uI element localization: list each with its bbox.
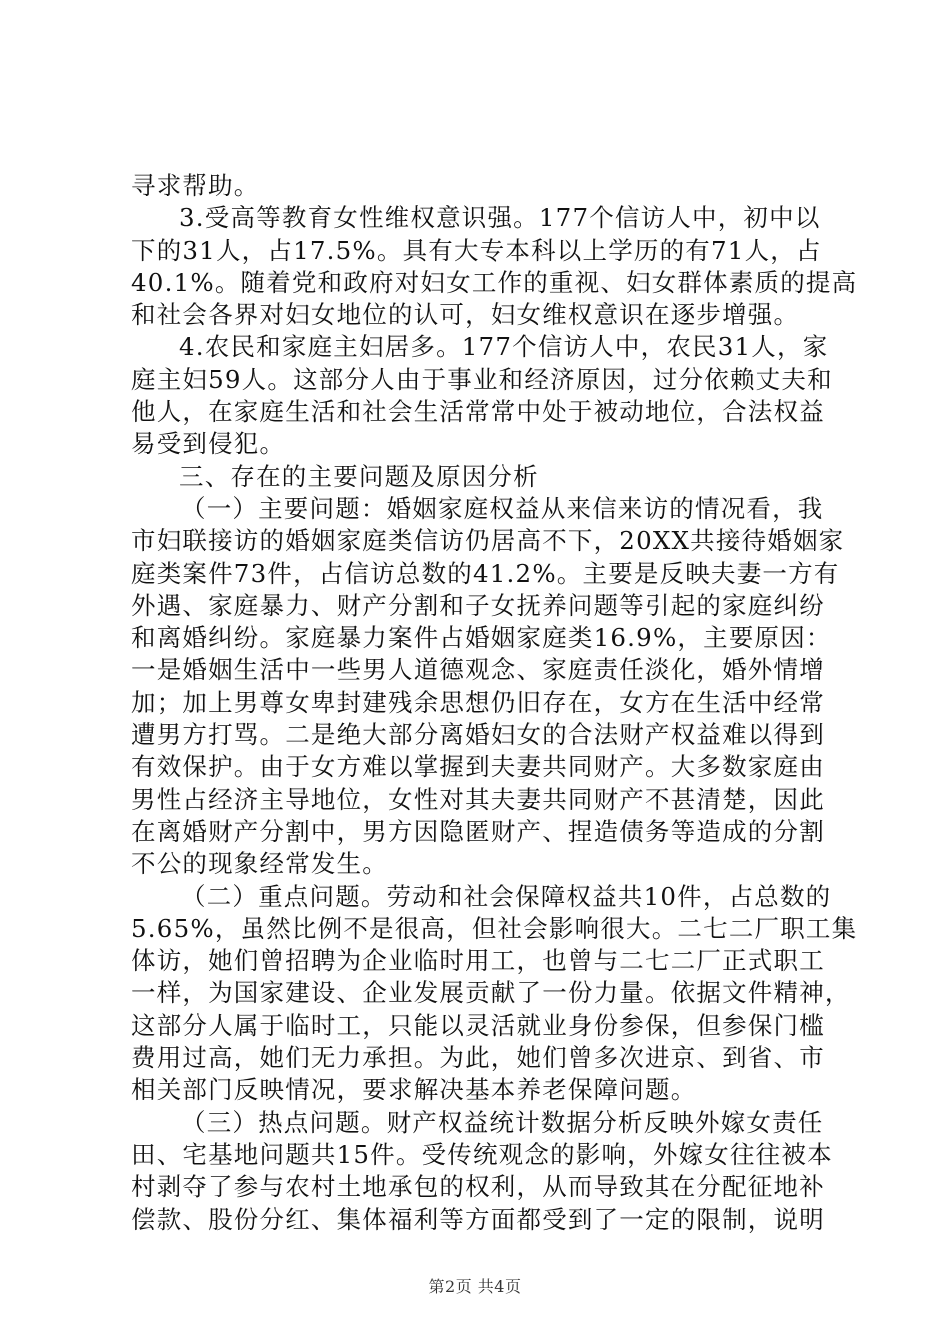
body-line: 加；加上男尊女卑封建残余思想仍旧存在，女方在生活中经常 [131, 687, 825, 717]
body-line: （二）重点问题。劳动和社会保障权益共10件，占总数的 [181, 881, 832, 911]
body-line: 村剥夺了参与农村土地承包的权利，从而导致其在分配征地补 [131, 1172, 825, 1202]
body-line: 有效保护。由于女方难以掌握到夫妻共同财产。大多数家庭由 [131, 752, 825, 782]
page-number-footer: 第2页 共4页 [428, 1277, 522, 1296]
body-line: 庭类案件73件，占信访总数的41.2%。主要是反映夫妻一方有 [131, 558, 840, 588]
body-line: 一样，为国家建设、企业发展贡献了一份力量。依据文件精神， [131, 978, 851, 1008]
body-line: 和社会各界对妇女地位的认可，妇女维权意识在逐步增强。 [131, 300, 800, 330]
body-line: 3.受高等教育女性维权意识强。177个信访人中，初中以 [179, 203, 821, 233]
body-line: 4.农民和家庭主妇居多。177个信访人中，农民31人，家 [179, 332, 829, 362]
body-line: 和离婚纠纷。家庭暴力案件占婚姻家庭类16.9%，主要原因： [131, 623, 832, 653]
body-line: 一是婚姻生活中一些男人道德观念、家庭责任淡化，婚外情增 [131, 655, 825, 685]
body-line: 遭男方打骂。二是绝大部分离婚妇女的合法财产权益难以得到 [131, 720, 825, 750]
document-body [131, 170, 858, 1236]
body-line: 寻求帮助。 [131, 171, 260, 200]
body-line: 相关部门反映情况，要求解决基本养老保障问题。 [131, 1075, 697, 1105]
body-line: 田、宅基地问题共15件。受传统观念的影响，外嫁女往往被本 [131, 1139, 833, 1169]
body-line: 易受到侵犯。 [131, 429, 286, 459]
body-line: （三）热点问题。财产权益统计数据分析反映外嫁女责任 [181, 1107, 824, 1137]
body-line: 下的31人，占17.5%。具有大专本科以上学历的有71人，占 [131, 235, 822, 265]
body-line: 庭主妇59人。这部分人由于事业和经济原因，过分依赖丈夫和 [131, 364, 833, 394]
body-line: 男性占经济主导地位，女性对其夫妻共同财产不甚清楚，因此 [131, 784, 825, 814]
body-line: 这部分人属于临时工，只能以灵活就业身份参保，但参保门槛 [131, 1010, 825, 1040]
body-line: 5.65%，虽然比例不是很高，但社会影响很大。二七二厂职工集 [131, 913, 858, 943]
body-line: 外遇、家庭暴力、财产分割和子女抚养问题等引起的家庭纠纷 [131, 590, 825, 620]
body-line: 不公的现象经常发生。 [131, 849, 388, 879]
body-line: 他人，在家庭生活和社会生活常常中处于被动地位，合法权益 [131, 397, 825, 427]
section-heading: 三、存在的主要问题及原因分析 [179, 461, 539, 491]
body-line: 40.1%。随着党和政府对妇女工作的重视、妇女群体素质的提高 [131, 267, 858, 297]
body-line: （一）主要问题：婚姻家庭权益从来信来访的情况看，我 [181, 493, 824, 523]
body-line: 费用过高，她们无力承担。为此，她们曾多次进京、到省、市 [131, 1043, 825, 1073]
body-line: 市妇联接访的婚姻家庭类信访仍居高不下，20XX共接待婚姻家 [131, 526, 845, 556]
body-line: 体访，她们曾招聘为企业临时用工，也曾与二七二厂正式职工 [131, 946, 825, 976]
body-line: 在离婚财产分割中，男方因隐匿财产、捏造债务等造成的分割 [131, 816, 825, 846]
body-line: 偿款、股份分红、集体福利等方面都受到了一定的限制，说明 [131, 1204, 825, 1234]
